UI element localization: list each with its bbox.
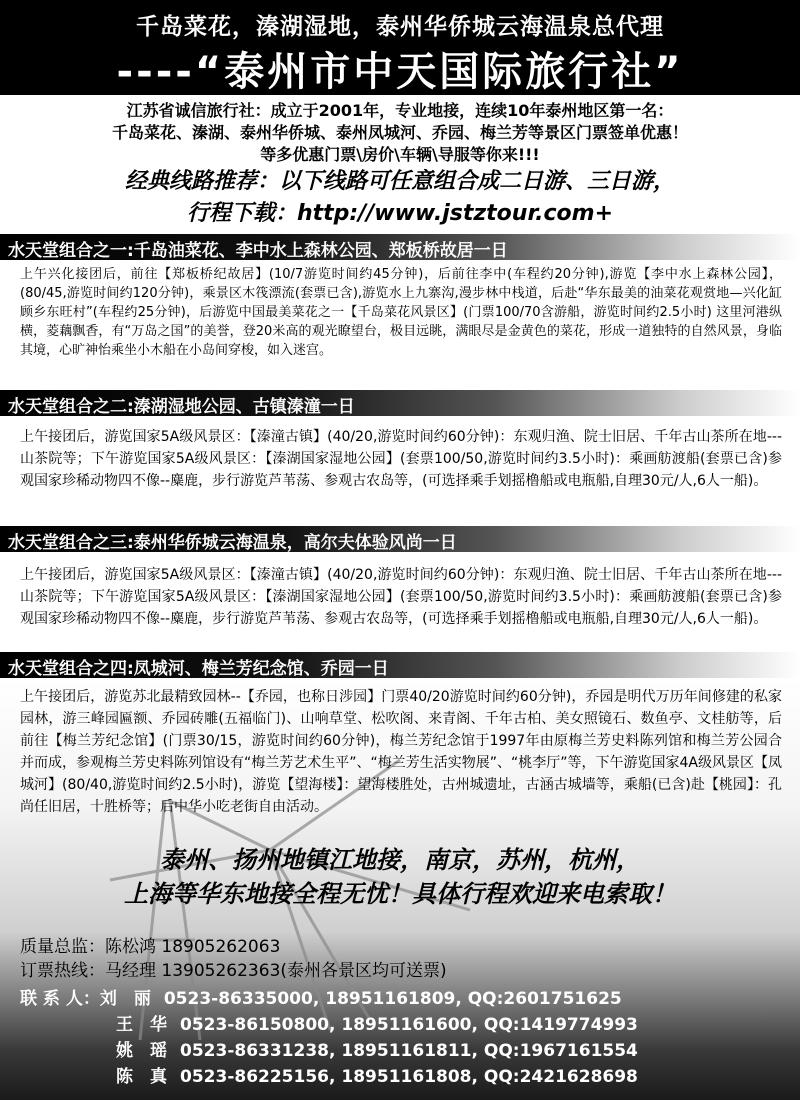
classic-routes-heading: 经典线路推荐：以下线路可任意组合成二日游、三日游，	[124, 169, 675, 194]
header-company-name: ----“泰州市中天国际旅行社”	[116, 49, 684, 95]
contact-phone: 0523-86335000,	[163, 989, 320, 1009]
contact-mobile: 18951161600,	[341, 1015, 478, 1035]
route-title-2-text: 水天堂组合之二:溱湖湿地公园、古镇溱潼一日	[8, 397, 355, 417]
route-title-1	[0, 234, 800, 260]
contact-phone: 0523-86331238,	[180, 1041, 336, 1061]
contact-name: 刘 丽	[99, 989, 151, 1009]
footer-line-2: 上海等华东地接全程无忧！具体行程欢迎来电索取！	[124, 880, 676, 908]
contact-row-1	[20, 984, 622, 1009]
intro-line-2: 千岛菜花、溱湖、泰州华侨城、泰州凤城河、乔园、梅兰芳等景区门票签单优惠！	[111, 123, 688, 142]
contact-qq: QQ:2601751625	[467, 989, 622, 1009]
footer-line-1: 泰州、扬州地镇江地接，南京，苏州，杭州，	[160, 846, 640, 874]
route-desc-1: 上午兴化接团后，前往【郑板桥纪故居】(10/7游览时间约45分钟)，后前往李中(车程约20分钟),游览【李中水上森林公园】，(80/45,游览时间约120分钟)，乘景区木筏漂流(套票已含),游览水上九寨沟,漫步林中栈道，后赴“华东最美的油菜花观赏地—兴化缸顾乡东旺村”(车程约25分钟)，后游览中国最美菜花之一【千岛菜花风景区】(门票100/70含游船，游览时间约2.5小时) 这里河港纵横，菱藕飘香，有“万岛之国”的美誉，登20米高的观光瞭望台，极目远眺，满眼尽是金黄色的菜花，形成一道独特的自然风景，身临其境，心旷神怡乘坐小木船在小岛间穿梭，如入迷宫。	[20, 267, 782, 358]
intro-line-3: 等多优惠门票\房价\车辆\导服等你来!!!	[260, 145, 540, 164]
route-desc-3: 上午接团后，游览国家5A级风景区：【溱潼古镇】(40/20,游览时间约60分钟)：东观归渔、院士旧居、千年古山茶所在地---山茶院等；下午游览国家5A级风景区：【溱湖国家湿地公园】(套票100/50,游览时间约3.5小时)：乘画舫渡船(套票已含)参观国家珍稀动物四不像--麋鹿，步行游览芦苇荡、参观古农岛等，(可选择乘手划摇橹船或电瓶船,自理30元/人,6人一船)。	[20, 567, 782, 627]
contact-label: 联 系 人：	[20, 989, 100, 1009]
route-desc-4: 上午接团后，游览苏北最精致园林--【乔园，也称日涉园】门票40/20游览时间约60分钟)，乔园是明代万历年间修建的私家园林，游三峰园匾额、乔园砖雕(五福临门)、山响草堂、松吹阁、来青阁、千年古柏、美女照镜石、数鱼亭、文桂舫等，后前往【梅兰芳纪念馆】(门票30/15，游览时间约60分钟)，梅兰芳纪念馆于1997年由原梅兰芳史料陈列馆和梅兰芳公园合并而成，参观梅兰芳史料陈列馆设有“梅兰芳艺术生平”、“梅兰芳生活实物展”、“桃李厅”等，下午游览国家4A级风景区【凤城河】(80/40,游览时间约2.5小时)，游览【望海楼】：望海楼胜处，古州城遗址，古涵古城墙等，乘船(已含)赴【桃园】：孔尚任旧居，十胜桥等；后中华小吃老街自由活动。	[20, 689, 782, 815]
contact-mobile: 18951161808,	[341, 1067, 478, 1087]
contact-mobile: 18951161809,	[325, 989, 462, 1009]
contact-qq: QQ:1419774993	[483, 1015, 638, 1035]
contact-qq: QQ:2421628698	[483, 1067, 638, 1087]
quality-supervisor: 质量总监：陈松鸿 18905262063	[20, 937, 281, 957]
route-desc-2: 上午接团后，游览国家5A级风景区：【溱潼古镇】(40/20,游览时间约60分钟)：东观归渔、院士旧居、千年古山茶所在地---山茶院等；下午游览国家5A级风景区：【溱湖国家湿地公园】(套票100/50,游览时间约3.5小时)：乘画舫渡船(套票已含)参观国家珍稀动物四不像--麋鹿，步行游览芦苇荡、参观古农岛等，(可选择乘手划摇橹船或电瓶船,自理30元/人,6人一船)。	[20, 429, 782, 489]
contact-phone: 0523-86150800,	[180, 1015, 336, 1035]
download-link-line: 行程下载：http://www.jstztour.com+	[186, 201, 614, 226]
contact-name: 王 华	[116, 1015, 167, 1035]
route-title-4-text: 水天堂组合之四:凤城河、梅兰芳纪念馆、乔园一日	[8, 659, 389, 679]
contact-name: 陈 真	[116, 1067, 167, 1087]
intro-line-1: 江苏省诚信旅行社：成立于2001年，专业地接，连续10年泰州地区第一名：	[126, 101, 674, 120]
header-banner	[0, 0, 800, 95]
route-title-4	[0, 652, 800, 678]
route-title-3-text: 水天堂组合之三:泰州华侨城云海温泉，高尔夫体验风尚一日	[8, 533, 457, 553]
contact-row-4	[116, 1062, 638, 1087]
contact-phone: 0523-86225156,	[180, 1067, 336, 1087]
contact-qq: QQ:1967161554	[483, 1041, 638, 1061]
header-agency-line: 千岛菜花，溱湖湿地，泰州华侨城云海温泉总代理	[136, 14, 664, 40]
contact-row-3	[116, 1036, 638, 1061]
route-title-3	[0, 526, 800, 552]
contact-name: 姚 瑶	[116, 1041, 167, 1061]
route-title-2	[0, 390, 800, 416]
contact-row-2	[116, 1010, 638, 1035]
booking-hotline: 订票热线：马经理 13905262363(泰州各景区均可送票)	[20, 961, 447, 981]
route-title-1-text: 水天堂组合之一:千岛油菜花、李中水上森林公园、郑板桥故居一日	[8, 241, 508, 261]
contact-mobile: 18951161811,	[341, 1041, 478, 1061]
